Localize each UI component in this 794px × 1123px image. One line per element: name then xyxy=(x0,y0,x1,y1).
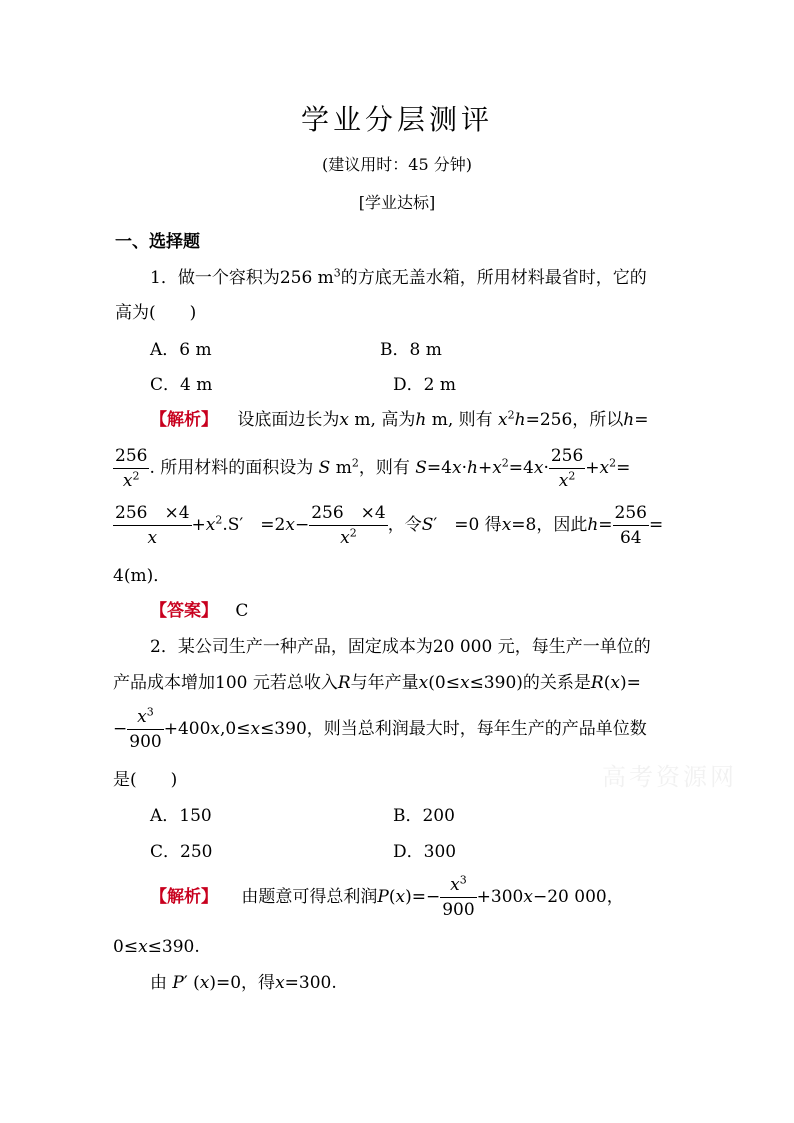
q2-stem-line2: 产品成本增加100 元若总收入R与年产量x(0≤x≤390)的关系是R(x)= xyxy=(113,673,641,693)
q1-answer: C xyxy=(235,601,249,621)
q2-stem-line1: 2．某公司生产一种产品，固定成本为20 000 元，每生产一单位的 xyxy=(150,637,651,657)
q1-option-d: D．2 m xyxy=(393,375,456,395)
q1-stem-text: 的方底无盖水箱，所用材料最省时，它的 xyxy=(340,268,647,288)
q1-stem-text: 1．做一个容积为256 m xyxy=(150,268,334,288)
q1-option-a: A．6 m xyxy=(150,340,212,360)
time-suggestion: (建议用时：45 分钟) xyxy=(322,155,472,174)
section-label: [学业达标] xyxy=(358,193,436,212)
q2-option-d: D．300 xyxy=(393,842,457,862)
part-heading: 一、选择题 xyxy=(115,232,200,252)
q1-stem-line2: 高为( ) xyxy=(115,303,197,323)
q2-option-b: B．200 xyxy=(393,806,455,826)
cube-exponent: 3 xyxy=(333,266,341,280)
solution-tag: 【解析】 xyxy=(150,410,218,430)
q1-solution-result: 4(m)． xyxy=(113,566,171,586)
solution-tag: 【解析】 xyxy=(150,887,218,907)
fraction-1024-over-x: $\frac{256 \times 4}{x}$ xyxy=(115,503,190,548)
q1-solution-line2: $\frac{256}{x^2}$ . 所用材料的面积设为 S $m^2$，则有 $S=4x\cdot h+x^2=4x\cdot$ $\frac{256}{x^2}$ $+x^2=$ xyxy=(115,446,631,491)
page-title: 学业分层测评 xyxy=(300,103,493,136)
q2-stem-line4: 是( ) xyxy=(113,770,178,790)
q2-solution-line1: 【解析】 由题意可得总利润P(x)=− $\frac{x^3}{900}$ +300x−20 000， xyxy=(150,873,624,920)
q2-solution-line3: 由 P′ (x)=0，得x=300. xyxy=(150,973,337,993)
q2-option-a: A．150 xyxy=(150,806,212,826)
q1-option-b: B．8 m xyxy=(380,340,442,360)
q1-stem-line1 xyxy=(150,265,647,291)
fraction-x3-over-900: $\frac{x^3}{900}$ xyxy=(442,873,475,920)
fraction-256-over-x2: $\frac{256}{x^2}$ xyxy=(115,446,148,491)
q2-option-c: C．250 xyxy=(150,842,213,862)
answer-tag: 【答案】 xyxy=(150,601,218,621)
q1-solution-line3: $\frac{256 \times 4}{x}$ $+x^2.S'$ =2x− $\frac{256 \times 4}{x^2}$ ，令S′ =0 得x=8，因此h= $\frac{256}{64}$ = xyxy=(115,503,664,548)
q1-answer-line xyxy=(150,598,248,624)
q2-solution-line2: 0≤x≤390. xyxy=(113,937,200,957)
q2-stem-line3: − $\frac{x^3}{900}$ +400x,0≤x≤390，则当总利润最大时，每年生产的产品单位数 xyxy=(113,705,647,752)
fraction-256-over-x2: $\frac{256}{x^2}$ xyxy=(550,446,584,491)
watermark: 高考资源网 xyxy=(602,763,737,791)
fraction-1024-over-x2: $\frac{256 \times 4}{x^2}$ xyxy=(311,503,386,548)
fraction-x3-over-900: $\frac{x^3}{900}$ xyxy=(129,705,162,752)
q1-solution-line1: 【解析】 设底面边长为x m, 高为h m, 则有 $x^2h=256$，所以h= xyxy=(150,408,649,430)
fraction-256-over-64: $\frac{256}{64}$ xyxy=(614,503,647,548)
q1-option-c: C．4 m xyxy=(150,375,213,395)
